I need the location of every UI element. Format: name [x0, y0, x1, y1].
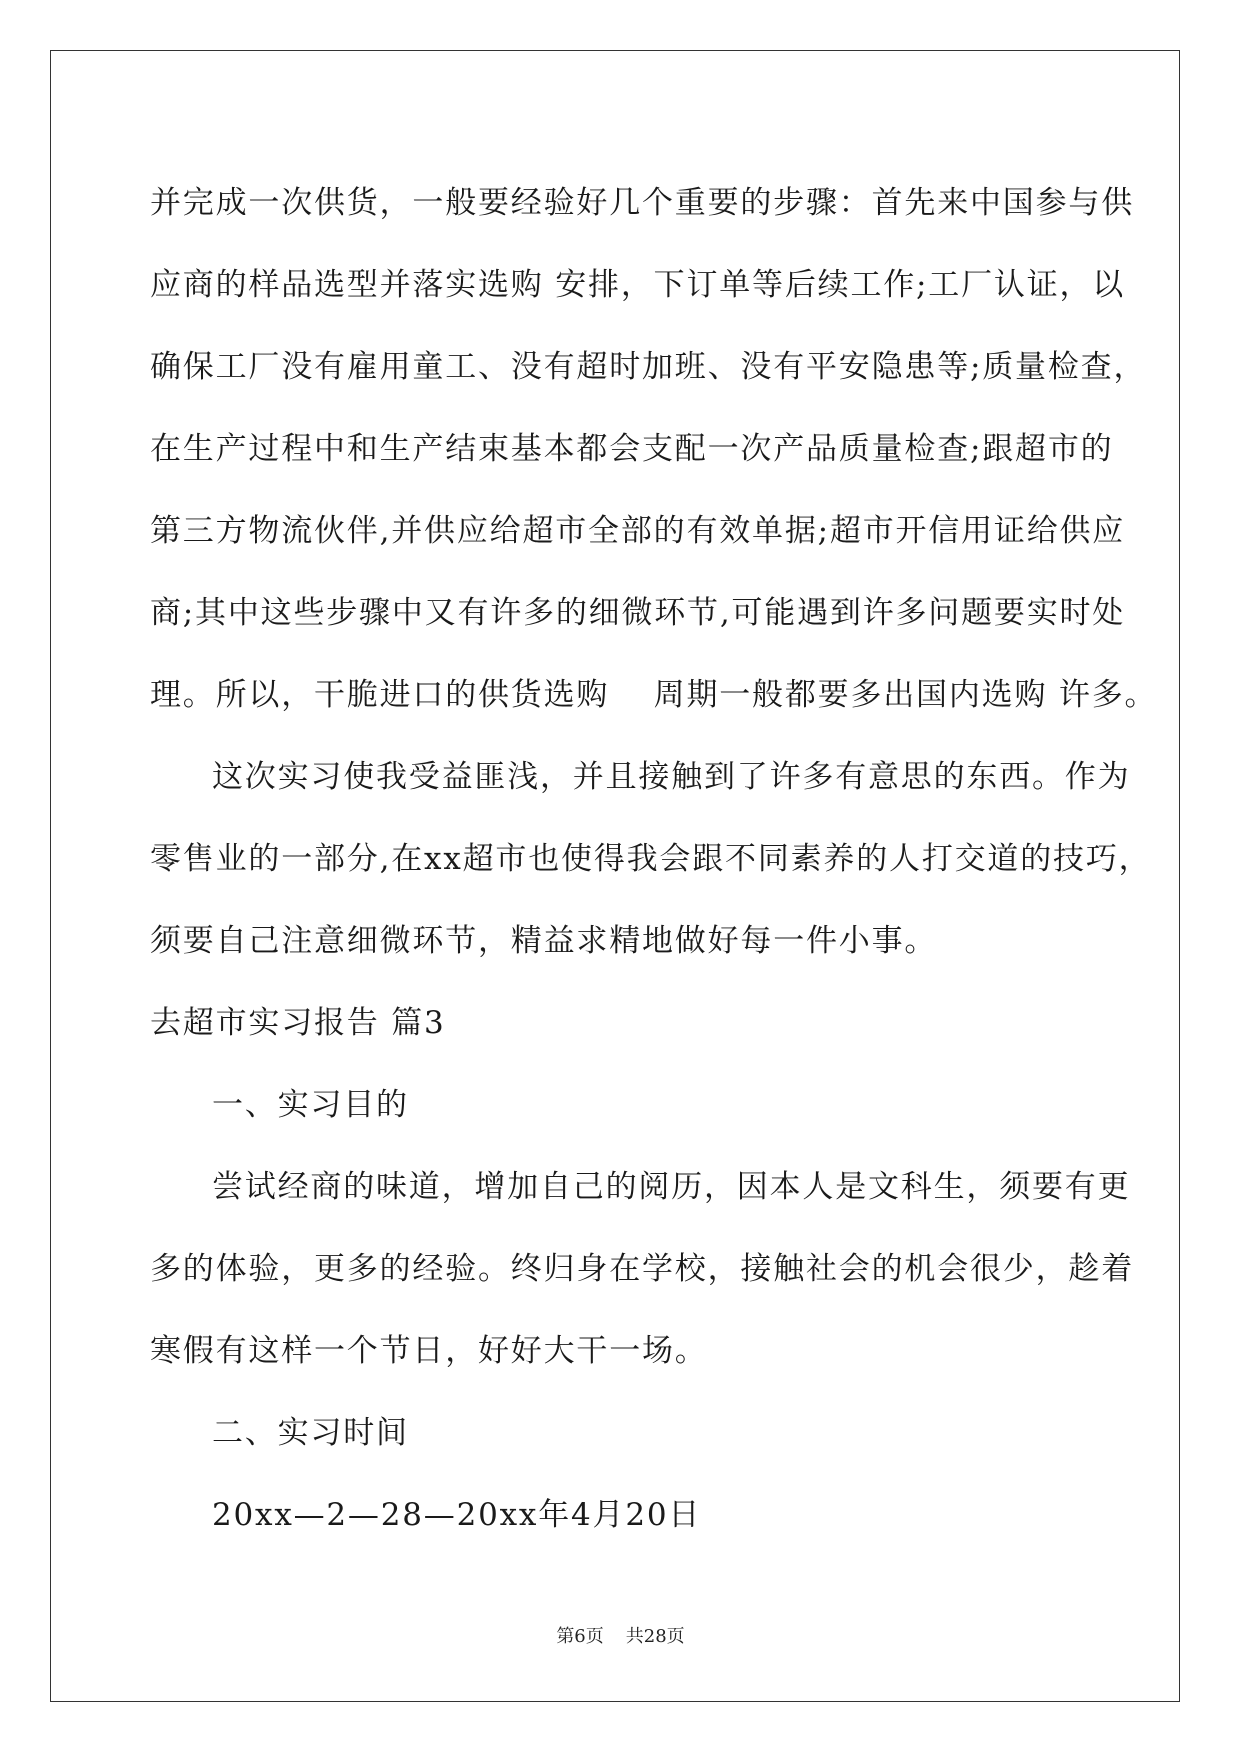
subsection-heading: 二、实习时间 [212, 1415, 409, 1451]
paragraph-line: 理。所以，干脆进口的供货选购 周期一般都要多出国内选购 许多。 [150, 677, 1158, 713]
page-footer [0, 1622, 1241, 1648]
page-number: 第6页 [556, 1626, 604, 1647]
paragraph-line: 这次实习使我受益匪浅，并且接触到了许多有意思的东西。作为 [212, 759, 1131, 795]
paragraph-line: 在生产过程中和生产结束基本都会支配一次产品质量检查;跟超市的 [150, 431, 1114, 467]
subsection-heading: 一、实习目的 [212, 1087, 409, 1123]
paragraph-line: 第三方物流伙伴,并供应给超市全部的有效单据;超市开信用证给供应 [150, 513, 1126, 549]
paragraph-line: 零售业的一部分,在xx超市也使得我会跟不同素养的人打交道的技巧， [150, 841, 1152, 877]
paragraph-line: 多的体验，更多的经验。终归身在学校，接触社会的机会很少，趁着 [150, 1251, 1134, 1287]
page-total: 共28页 [625, 1626, 685, 1647]
section-heading: 去超市实习报告 篇3 [150, 1005, 446, 1041]
paragraph-line: 尝试经商的味道，增加自己的阅历，因本人是文科生，须要有更 [212, 1169, 1131, 1205]
paragraph-line: 商;其中这些步骤中又有许多的细微环节,可能遇到许多问题要实时处 [150, 595, 1126, 631]
paragraph-line: 并完成一次供货，一般要经验好几个重要的步骤：首先来中国参与供 [150, 185, 1134, 221]
paragraph-line: 应商的样品选型并落实选购 安排，下订单等后续工作;工厂认证，以 [150, 267, 1126, 303]
document-body [150, 162, 1158, 1556]
paragraph-line: 寒假有这样一个节日，好好大干一场。 [150, 1333, 708, 1369]
paragraph-line: 确保工厂没有雇用童工、没有超时加班、没有平安隐患等;质量检查， [150, 349, 1147, 385]
date-range-line: 20xx—2—28—20xx年4月20日 [212, 1497, 702, 1533]
paragraph-line: 须要自己注意细微环节，精益求精地做好每一件小事。 [150, 923, 938, 959]
